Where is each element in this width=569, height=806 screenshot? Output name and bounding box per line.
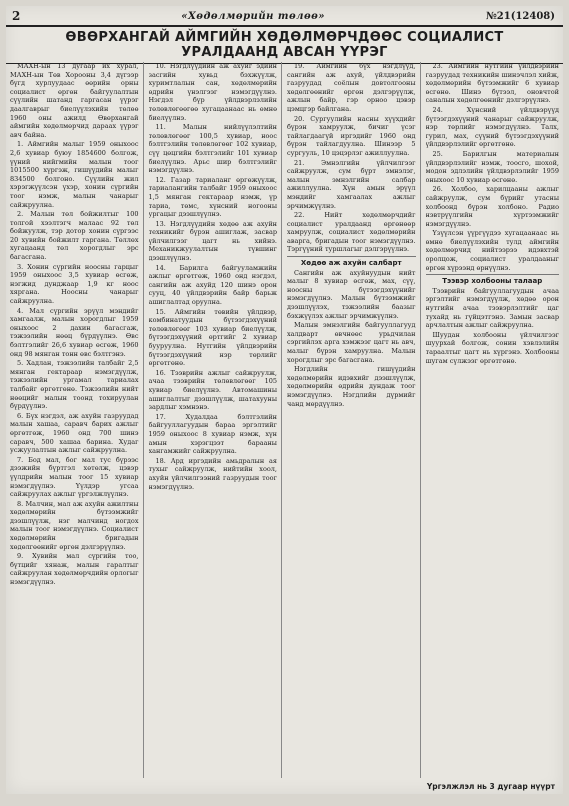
article-paragraph: 21. Эмнэлгийн үйлчилгээг сайжруулж, сум бүрт эмнэлэг, малын эмнэлгийн салбар ажиллуулна. Хүн амын эрүүл мэндийг хамгаалах ажлыг эрчимжүүлнэ. <box>287 158 416 210</box>
section-paragraph: Малын эмнэлгийн байгууллагууд халдварт өвчнөөс урьдчилан сэргийлэх арга хэмжээг цагт нь авч, малыг бүрэн хамруулна. Малын хорогдлыг эрс багасгана. <box>287 321 416 364</box>
article-paragraph: 17. Худалдаа бэлтгэлийн байгууллагуудын бараа эргэлтийг 1959 оныхоос 8 хувиар нэмж, хүн амын хэрэгцээт барааны хангамжийг сайжруулна. <box>148 412 277 456</box>
article-paragraph: 4. Мал сүргийн эрүүл мэндийг хамгаалж, малын хорогдлыг 1959 оныхоос 2 дахин багасгаж, тэжээлийн нөөц бүрдүүлнэ. Өвс бэлтгэлийг 26,6 хувиар өсгөж, 1960 онд 98 мянган тонн өвс бэлтгэнэ. <box>10 306 139 358</box>
article-paragraph: МАХН-ын 13 дугаар их хурал, МАХН-ын Төв Хорооны 3,4 дүгээр бүгд хурлуудаас өөрийн орны социалист өргөн байгуулалтын сүүлийн шатанд гаргасан үүрэг даалгаврыг биелүүлэхийн төлөө 1960 оны ажилд Өвөрхангай аймгийн хөдөлмөрчид дараах үүрэг авч байна. <box>10 62 139 139</box>
article-paragraph: 20. Сургуулийн насны хүүхдийг бүрэн хамруулж, бичиг үсэг тайлагдаагүй иргэдийг 1960 онд бүрэн тайлагдуулна. Шинээр 5 сургууль, 10 цэцэрлэг ажиллуулна. <box>287 114 416 157</box>
article-paragraph: 19. Аймгийн бүх нэгдлүүд, сангийн аж ахуй, үйлдвэрийн газруудад соёлын довтолгооны хөдөлгөөнийг өргөн дэлгэрүүлж, ажлын байр, гэр орноо цэвэр цэмцгэр байлгана. <box>287 62 416 113</box>
article-paragraph: 3. Хонин сүргийн ноосны гарцыг 1959 оныхоос 3,5 хувиар өсгөж, нэгжид дунджаар 1,9 кг ноос хяргана. Ноосны чанарыг сайжруулна. <box>10 262 139 306</box>
section-paragraph: Тээврийн байгууллагуудын ачаа эргэлтийг нэмэгдүүлж, хөдөө орон нутгийн ачаа тээвэрлэлтийг цаг тухайд нь гүйцэтгэнэ. Замын засвар арчлалтын ажлыг сайжруулна. <box>425 286 559 330</box>
article-paragraph: 25. Барилгын материалын үйлдвэрлэлийг нэмж, тоосго, шохой, модон эдлэлийн үйлдвэрлэлийг 1959 оныхоос 10 хувиар өсгөнө. <box>425 149 559 184</box>
headline-line-2: УРАЛДААНД АВСАН ҮҮРЭГ <box>181 45 388 60</box>
article-paragraph: Үзүүлсэн үүргүүдээ хугацаанаас нь өмнө биелүүлэхийн тулд аймгийн хөдөлмөрчид нийтээрээ идэвхтэй оролцож, социалист уралдааныг өргөн хүрээнд өрнүүлнэ. <box>425 229 559 272</box>
article-paragraph: 7. Бод мал, бог мал тус бүрээс дээжийн бүртгэл хөтөлж, цэвэр үүлдрийн малын тоог 15 хувиар нэмэгдүүлнэ. Үүлдэр угсаа сайжруулах ажлыг үргэлжлүүлнэ. <box>10 455 139 499</box>
column-4 <box>426 62 560 778</box>
article-paragraph: 8. Малчин, мал аж ахуйн ажилтны хөдөлмөрийн бүтээмжийг дээшлүүлж, нэг малчинд ногдох малын тоог нэмэгдүүлнэ. Социалист хөдөлмөрийн бригадын хөдөлгөөнийг өргөн дэлгэрүүлнэ. <box>10 499 139 551</box>
section-heading: Хөдөө аж ахуйн салбарт <box>287 256 416 268</box>
article-paragraph: 16. Тээврийн ажлыг сайжруулж, ачаа тээврийн төлөвлөгөөг 105 хувиар биелүүлнэ. Автомашины ашиглалтыг дээшлүүлж, шатахууны зардлыг хэмнэнэ. <box>148 368 277 412</box>
article-paragraph: 13. Нэгдлүүдийн хөдөө аж ахуйн техникийг бүрэн ашиглаж, засвар үйлчилгээг цагт нь хийнэ. Механикжуулалтын түвшинг дээшлүүлнэ. <box>148 219 277 263</box>
article-paragraph: 2. Малын төл бойжилтыг 100 толгой хээлтэгч малаас 92 төл бойжуулж, тэр дотор хонин сүргээс 20 хувийн бойжилт гаргана. Төллөх хугацаанд төл хорогдлыг эрс багасгана. <box>10 210 139 262</box>
article-paragraph: 9. Хувийн мал сүргийн тоо, бүтцийг хянаж, малын гаралтыг сайжруулан хөдөлмөрчдийн орлогыг нэмэгдүүлнэ. <box>10 552 139 587</box>
page-number: 2 <box>12 9 21 23</box>
masthead <box>6 6 563 27</box>
newspaper-page <box>6 6 563 794</box>
issue-number: №21(12408) <box>485 10 555 22</box>
article-paragraph: 11. Малын нийлүүлэлтийн төлөвлөгөөг 100,5 хувиар, ноос бэлтгэлийн төлөвлөгөөг 102 хувиар, сүү цөцгийн бэлтгэлийг 101 хувиар биелүүлнэ. Арьс шир бэлтгэлийг нэмэгдүүлнэ. <box>148 123 277 175</box>
article-paragraph: 24. Хүнсний үйлдвэрүүд бүтээгдэхүүний чанарыг сайжруулж, нэр төрлийг нэмэгдүүлнэ. Талх, гурил, мах, сүүний бүтээгдэхүүний үйлдвэрлэлийг өргөтгөнө. <box>425 105 559 149</box>
article-paragraph: 22. Нийт хөдөлмөрчдийг социалист уралдаанд өргөнөөр хамруулж, социалист хөдөлмөрийн аварга, бригадын тоог нэмэгдүүлнэ. Тэргүүний туршлагыг дэлгэрүүлнэ. <box>287 211 416 254</box>
column-3 <box>287 62 421 778</box>
article-paragraph: 1. Аймгийн малыг 1959 оныхоос 2,6 хувиар буюу 1854600 болгож, үүний нийгмийн малын тоог 1015500 хүргэж, гишүүдийн малыг 834500 болгоно. Сүүлийн жил хэрэгжүүлсэн үхэр, хонин сүргийн тоог нэмж, малын чанарыг сайжруулна. <box>10 140 139 209</box>
newspaper-name: «Хөдөлмөрийн төлөө» <box>181 10 326 22</box>
continued-note: Үргэлжлэл нь 3 дугаар нүүрт <box>426 782 555 791</box>
article-columns <box>10 62 559 778</box>
article-paragraph: 5. Хадлан, тэжээлийн талбайг 2,5 мянган гектараар нэмэгдүүлж, тэжээлийн ургамал тариалах талбайг өргөтгөнө. Тэжээлийн нийт нөөцийг малын тоонд тохируулан бүрдүүлнэ. <box>10 359 139 411</box>
article-paragraph: 18. Ард иргэдийн амьдралын ая тухыг сайжруулж, нийтийн хоол, ахуйн үйлчилгээний газруудын тоог нэмэгдүүлнэ. <box>148 456 277 491</box>
section-paragraph: Нэгдлийн гишүүдийн хөдөлмөрийн идэвхийг дээшлүүлж, хөдөлмөрийн өдрийн дундаж тоог нэмэгдүүлнэ. Нэгдлийн дүрмийг чанд мөрдүүлнэ. <box>287 365 416 408</box>
article-paragraph: 10. Нэгдлүүдийн аж ахуйг эдийн засгийн хувьд бэхжүүлж, хуримтлалын сан, хөдөлмөрийн өдрийн үнэлгээг нэмэгдүүлнэ. Нэгдэл бүр үйлдвэрлэлийн төлөвлөгөөгөө хугацаанаас нь өмнө биелүүлнэ. <box>148 62 277 122</box>
column-2 <box>149 62 283 778</box>
column-1 <box>10 62 144 778</box>
section-paragraph: Шуудан холбооны үйлчилгээг шуурхай болгож, сонин хэвлэлийн тараалтыг цагт нь хүргэнэ. Холбооны шугам сүлжээг өргөтгөнө. <box>425 330 559 365</box>
section-heading: Тээвэр холбооны талаар <box>426 274 560 286</box>
article-paragraph: 26. Холбоо, харилцааны ажлыг сайжруулж, сум бүрийг утасны холбоонд бүрэн холбоно. Радио нэвтрүүлгийн хүртээмжийг нэмэгдүүлнэ. <box>425 185 559 228</box>
headline <box>6 27 563 64</box>
article-paragraph: 15. Аймгийн төвийн үйлдвэр, комбинатуудын бүтээгдэхүүний төлөвлөгөөг 103 хувиар биелүүлж, бүтээгдэхүүний өртгийг 2 хувиар бууруулна. Нутгийн үйлдвэрийн бүтээгдэхүүний нэр төрлийг өргөтгөнө. <box>148 307 277 368</box>
article-paragraph: 23. Аймгийн нутгийн үйлдвэрийн газруудад техникийн шинэчлэл хийж, хөдөлмөрийн бүтээмжийг 6 хувиар өсгөнө. Шинэ бүтээл, оновчтой саналын хөдөлгөөнийг дэлгэрүүлнэ. <box>425 62 559 105</box>
headline-line-1: ӨВӨРХАНГАЙ АЙМГИЙН ХӨДӨЛМӨРЧДӨӨС СОЦИАЛИСТ <box>65 30 504 45</box>
section-paragraph: Сангийн аж ахуйнуудын нийт малыг 8 хувиар өсгөж, мах, сүү, ноосны бүтээгдэхүүнийг нэмэгдүүлнэ. Малын бүтээмжийг дээшлүүлэх, тэжээлийн баазыг бэхжүүлэх ажлыг эрчимжүүлнэ. <box>287 268 416 320</box>
article-paragraph: 14. Барилга байгууламжийн ажлыг өргөтгөж, 1960 онд нэгдэл, сангийн аж ахуйд 120 шинэ орон сууц, 40 үйлдвэрийн байр барьж ашиглалтад оруулна. <box>148 263 277 307</box>
article-paragraph: 12. Газар тариаланг өргөжүүлж, тариалангийн талбайг 1959 оныхоос 1,5 мянган гектараар нэмж, үр тариа, төмс, хүнсний ногооны ургацыг дээшлүүлнэ. <box>148 175 277 219</box>
article-paragraph: 6. Бүх нэгдэл, аж ахуйн газруудад малын хашаа, саравч барих ажлыг өргөтгөж, 1960 онд 700 шинэ саравч, 500 хашаа барина. Худаг усжуулалтын ажлыг сайжруулна. <box>10 411 139 455</box>
